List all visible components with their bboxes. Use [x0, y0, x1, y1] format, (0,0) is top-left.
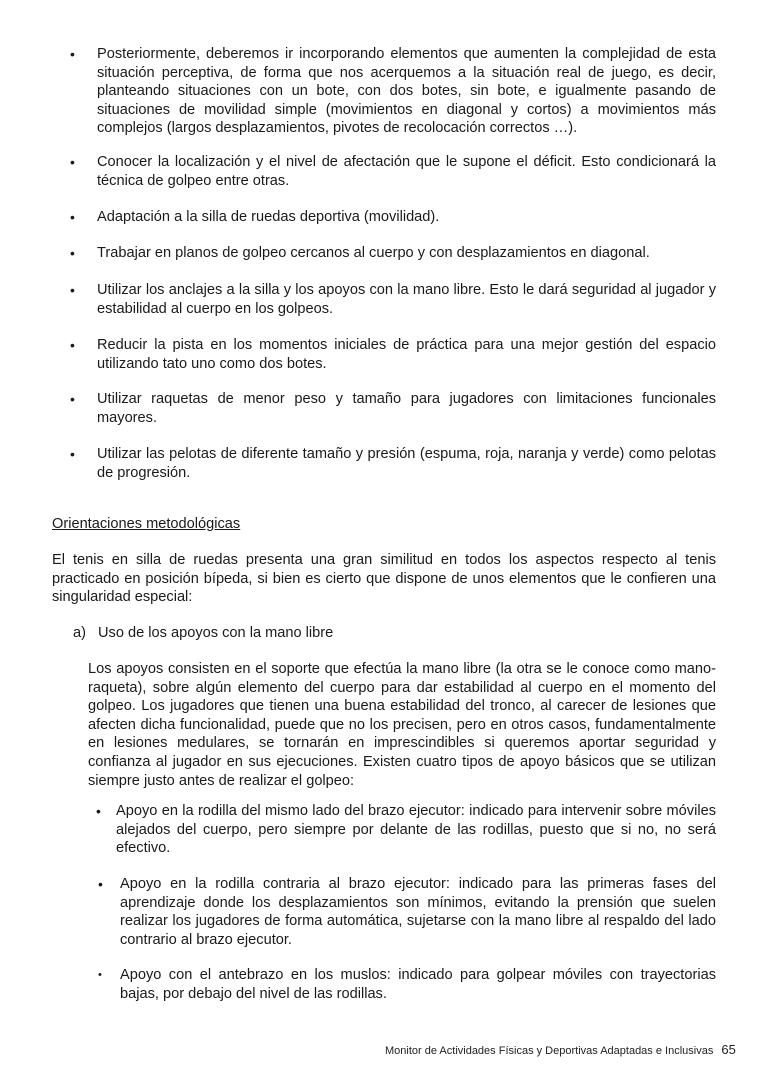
list-item — [70, 208, 716, 227]
list-item-text: Utilizar los anclajes a la silla y los apoyos con la mano libre. Esto le dará seguridad al jugador y estabilidad al cuerpo en los golpeos. — [97, 282, 716, 317]
subsection-title-text: Uso de los apoyos con la mano libre — [98, 625, 334, 641]
subsection-paragraph: Los apoyos consisten en el soporte que efectúa la mano libre (la otra se le conoce como mano-raqueta), sobre algún elemento del cuerpo para dar estabilidad al cuerpo en el momento del golpeo. Los jugadores que tienen una buena estabilidad del tronco, al carecer de lesiones que afecten dicha funcionalidad, puede que no los precisen, pero en otros casos, fundamentalmente en lesiones medulares, se tornarán en imprescindibles si queremos aportar seguridad y confianza al jugador en sus ejecuciones. Existen cuatro tipos de apoyo básicos que se utilizan siempre justo antes de realizar el golpeo: — [88, 661, 716, 789]
list-item — [98, 966, 716, 1003]
list-item — [70, 445, 716, 482]
bullet-icon: • — [70, 446, 75, 462]
list-item — [70, 390, 716, 427]
list-item — [70, 281, 716, 318]
bullet-icon: • — [98, 969, 102, 981]
section-heading: Orientaciones metodológicas — [52, 516, 241, 532]
list-item — [70, 45, 716, 138]
list-item-text: Apoyo en la rodilla del mismo lado del brazo ejecutor: indicado para intervenir sobre móviles alejados del cuerpo, pero siempre por delante de las rodillas, puesto que si no, no será efectivo. — [116, 803, 716, 857]
subsection-title — [73, 624, 333, 643]
bullet-icon: • — [70, 154, 75, 170]
page-footer — [385, 1043, 736, 1058]
list-item-text: Apoyo en la rodilla contraria al brazo ejecutor: indicado para las primeras fases del aprendizaje donde los desplazamientos son mínimos, evitando la prensión que suelen realizar los jugadores de forma automática, sujetarse con la mano libre al respaldo del lado contrario al brazo ejecutor. — [120, 876, 716, 948]
bullet-icon: • — [70, 209, 75, 225]
list-item — [70, 153, 716, 190]
list-item — [98, 875, 716, 949]
bullet-icon: • — [70, 245, 75, 261]
list-item-text: Reducir la pista en los momentos iniciales de práctica para una mejor gestión del espacio utilizando tato uno como dos botes. — [97, 337, 716, 372]
intro-paragraph: El tenis en silla de ruedas presenta una gran similitud en todos los aspectos respecto al tenis practicado en posición bípeda, si bien es cierto que dispone de unos elementos que le confieren una singularidad especial: — [52, 552, 716, 606]
list-item — [96, 802, 716, 858]
list-item-text: Trabajar en planos de golpeo cercanos al cuerpo y con desplazamientos en diagonal. — [97, 245, 650, 261]
list-item-text: Posteriormente, deberemos ir incorporando elementos que aumenten la complejidad de esta situación perceptiva, de forma que nos acerquemos a la situación real de juego, es decir, planteando situaciones con un bote, con dos botes, sin bote, e igualmente pasando de situaciones de movilidad simple (movimientos en diagonal y cortos) a movimientos más complejos (largos desplazamientos, pivotes de recolocación correctos …). — [97, 46, 716, 137]
bullet-icon: • — [96, 803, 101, 819]
subsection-letter: a) — [73, 625, 86, 641]
bullet-icon: • — [70, 391, 75, 407]
list-item-text: Utilizar raquetas de menor peso y tamaño para jugadores con limitaciones funcionales mayores. — [97, 391, 716, 426]
footer-title: Monitor de Actividades Físicas y Deportivas Adaptadas e Inclusivas — [385, 1045, 714, 1057]
list-item-text: Apoyo con el antebrazo en los muslos: indicado para golpear móviles con trayectorias bajas, por debajo del nivel de las rodillas. — [120, 967, 716, 1002]
bullet-icon: • — [70, 282, 75, 298]
list-item-text: Conocer la localización y el nivel de afectación que le supone el déficit. Esto condicionará la técnica de golpeo entre otras. — [97, 154, 716, 189]
bullet-icon: • — [70, 46, 75, 62]
list-item — [70, 244, 716, 263]
list-item-text: Utilizar las pelotas de diferente tamaño y presión (espuma, roja, naranja y verde) como pelotas de progresión. — [97, 446, 716, 481]
bullet-icon: • — [70, 337, 75, 353]
bullet-icon: • — [98, 876, 103, 892]
list-item — [70, 336, 716, 373]
page-number: 65 — [721, 1042, 736, 1057]
list-item-text: Adaptación a la silla de ruedas deportiva (movilidad). — [97, 209, 440, 225]
